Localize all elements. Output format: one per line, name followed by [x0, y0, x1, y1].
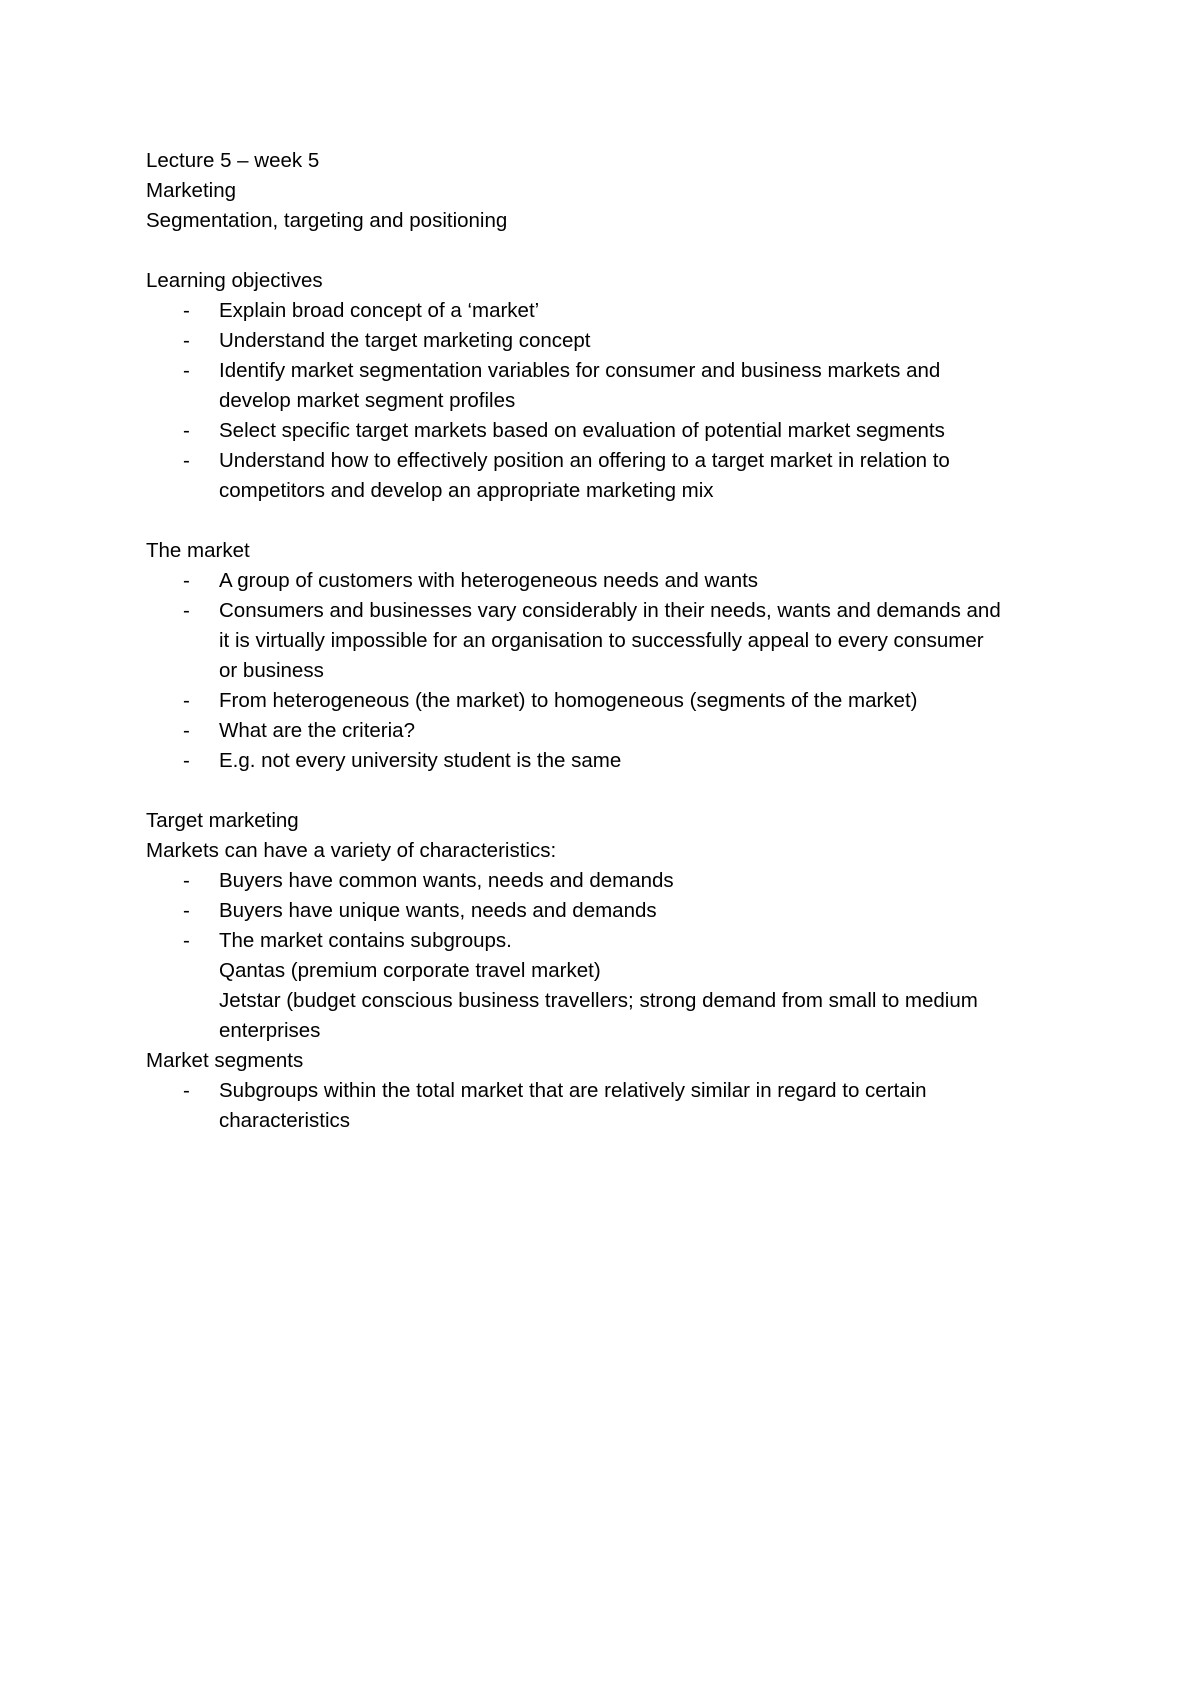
- example-jetstar: Jetstar (budget conscious business travellers; strong demand from small to medium: [219, 989, 978, 1012]
- the-market-heading: The market: [146, 539, 250, 562]
- topic-title: Segmentation, targeting and positioning: [146, 209, 508, 232]
- target-marketing-heading: Target marketing: [146, 809, 299, 832]
- bullet-dash: -: [183, 899, 190, 922]
- spacer: [146, 236, 1060, 266]
- market-segments-heading: Market segments: [146, 1049, 304, 1072]
- list-item: - Buyers have common wants, needs and demands: [146, 866, 1060, 896]
- bullet-dash: -: [183, 599, 190, 622]
- list-item: - The market contains subgroups.: [146, 926, 1060, 956]
- market-segments-list: [146, 1076, 1060, 1136]
- bullet-dash: -: [183, 749, 190, 772]
- list-item: - Subgroups within the total market that are relatively similar in regard to certain characteristics: [146, 1076, 1060, 1136]
- list-item: - Understand how to effectively position an offering to a target market in relation to competitors and develop an appropriate marketing mix: [146, 446, 1060, 506]
- target-marketing-intro: Markets can have a variety of characteristics:: [146, 839, 557, 862]
- bullet-dash: -: [183, 419, 190, 442]
- the-market-list: [146, 566, 1060, 776]
- list-item: - What are the criteria?: [146, 716, 1060, 746]
- bullet-dash: -: [183, 689, 190, 712]
- spacer: [146, 776, 1060, 806]
- bullet-dash: -: [183, 329, 190, 352]
- example-qantas: Qantas (premium corporate travel market): [219, 959, 601, 982]
- list-item: - Consumers and businesses vary considerably in their needs, wants and demands and it is virtually impossible for an organisation to successfully appeal to every consumer or business: [146, 596, 1060, 686]
- bullet-dash: -: [183, 299, 190, 322]
- bullet-dash: -: [183, 1079, 190, 1102]
- bullet-dash: -: [183, 449, 190, 472]
- list-item: - Buyers have unique wants, needs and demands: [146, 896, 1060, 926]
- example-jetstar-cont: enterprises: [219, 1019, 321, 1042]
- bullet-dash: -: [183, 929, 190, 952]
- bullet-dash: -: [183, 869, 190, 892]
- list-item: - Identify market segmentation variables for consumer and business markets and develop market segment profiles: [146, 356, 1060, 416]
- spacer: [146, 506, 1060, 536]
- list-item: - Understand the target marketing concept: [146, 326, 1060, 356]
- target-marketing-list: [146, 866, 1060, 956]
- learning-objectives-heading: Learning objectives: [146, 269, 323, 292]
- list-item: - From heterogeneous (the market) to homogeneous (segments of the market): [146, 686, 1060, 716]
- learning-objectives-list: [146, 296, 1060, 506]
- list-item: - E.g. not every university student is the same: [146, 746, 1060, 776]
- lecture-title: Lecture 5 – week 5: [146, 149, 320, 172]
- bullet-dash: -: [183, 719, 190, 742]
- bullet-dash: -: [183, 569, 190, 592]
- list-item: - A group of customers with heterogeneous needs and wants: [146, 566, 1060, 596]
- list-item: - Select specific target markets based on evaluation of potential market segments: [146, 416, 1060, 446]
- list-item: - Explain broad concept of a ‘market’: [146, 296, 1060, 326]
- subject-title: Marketing: [146, 179, 237, 202]
- bullet-dash: -: [183, 359, 190, 382]
